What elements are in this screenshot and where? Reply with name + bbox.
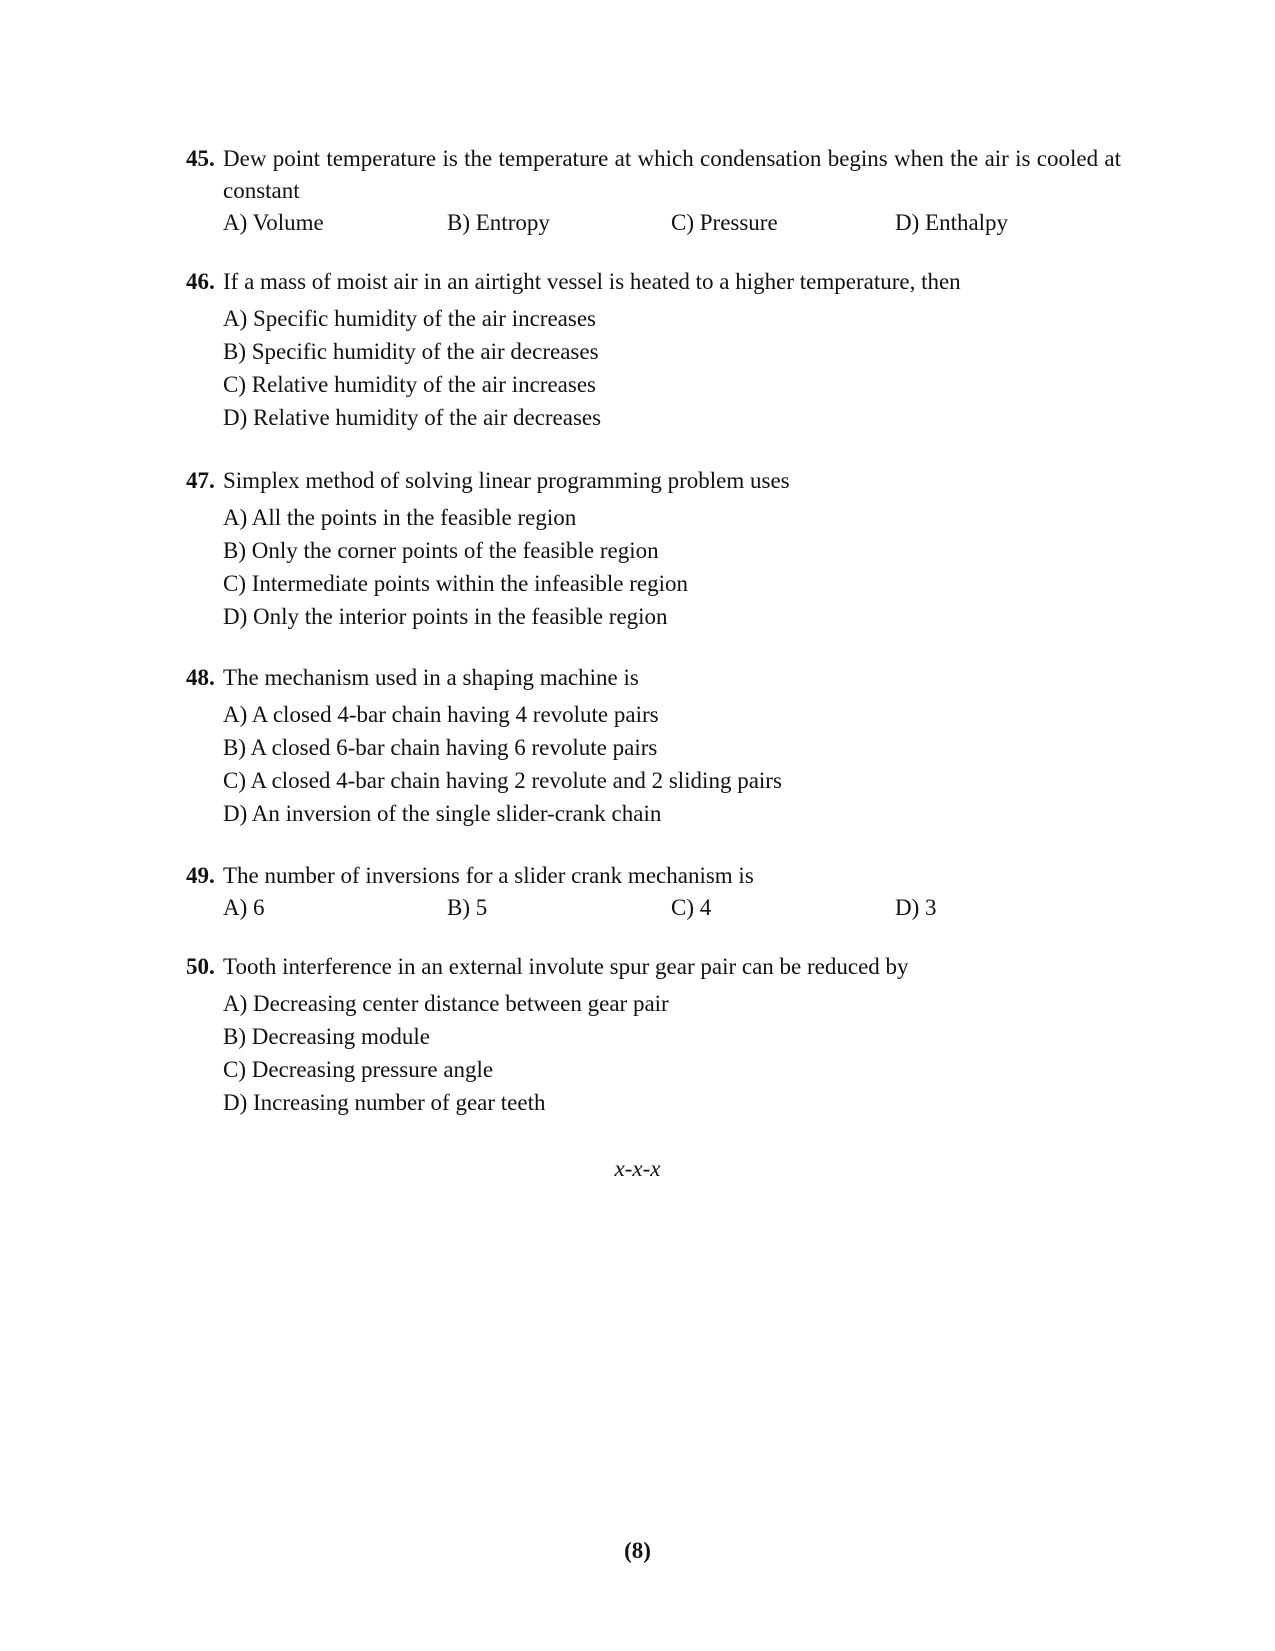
option-c: C) 4	[671, 895, 712, 920]
question-number: 50.	[186, 954, 215, 979]
option-d: D) Increasing number of gear teeth	[223, 1090, 546, 1115]
option-a: A) Volume	[223, 210, 324, 235]
option-b: B) Specific humidity of the air decreases	[223, 339, 599, 364]
question-stem	[186, 951, 1121, 983]
question-text: The number of inversions for a slider crank mechanism is	[223, 863, 754, 888]
question-stem	[186, 662, 1121, 694]
option-d: D) Enthalpy	[895, 210, 1009, 235]
question-text: If a mass of moist air in an airtight vessel is heated to a higher temperature, then	[223, 269, 961, 294]
question-48	[186, 662, 1121, 830]
question-47	[186, 465, 1121, 633]
question-number: 46.	[186, 269, 215, 294]
question-stem	[186, 465, 1121, 497]
options-list	[186, 302, 1121, 434]
option-b: B) 5	[447, 895, 488, 920]
option-c: C) Decreasing pressure angle	[223, 1057, 494, 1082]
question-stem	[186, 143, 1121, 207]
question-number: 45.	[186, 146, 215, 171]
option-c: C) A closed 4-bar chain having 2 revolute and 2 sliding pairs	[223, 768, 782, 793]
option-a: A) Decreasing center distance between gear pair	[223, 991, 669, 1016]
question-number: 47.	[186, 468, 215, 493]
page-number: (8)	[624, 1538, 651, 1563]
option-a: A) A closed 4-bar chain having 4 revolute pairs	[223, 702, 659, 727]
question-text: Simplex method of solving linear programming problem uses	[223, 468, 790, 493]
option-b: B) A closed 6-bar chain having 6 revolute pairs	[223, 735, 658, 760]
question-46	[186, 266, 1121, 434]
question-49	[186, 860, 1121, 924]
question-text: The mechanism used in a shaping machine is	[223, 665, 639, 690]
option-d: D) 3	[895, 895, 937, 920]
option-d: D) Relative humidity of the air decreases	[223, 405, 602, 430]
question-text: Tooth interference in an external involute spur gear pair can be reduced by	[223, 954, 909, 979]
question-stem	[186, 266, 1121, 298]
question-stem	[186, 860, 1121, 892]
option-d: D) Only the interior points in the feasible region	[223, 604, 668, 629]
option-c: C) Intermediate points within the infeasible region	[223, 571, 688, 596]
option-b: B) Entropy	[447, 210, 550, 235]
end-of-section-mark: x-x-x	[614, 1156, 661, 1181]
option-d: D) An inversion of the single slider-crank chain	[223, 801, 662, 826]
option-c: C) Relative humidity of the air increases	[223, 372, 596, 397]
option-a: A) 6	[223, 895, 265, 920]
option-b: B) Only the corner points of the feasible region	[223, 538, 659, 563]
options-list	[186, 501, 1121, 633]
option-c: C) Pressure	[671, 210, 778, 235]
question-50	[186, 951, 1121, 1119]
options-row	[186, 207, 1121, 239]
question-text: Dew point temperature is the temperature at which condensation begins when the air is cooled at constant	[223, 146, 1121, 203]
question-45	[186, 143, 1121, 239]
option-b: B) Decreasing module	[223, 1024, 430, 1049]
question-number: 48.	[186, 665, 215, 690]
options-row	[186, 892, 1121, 924]
options-list	[186, 987, 1121, 1119]
options-list	[186, 698, 1121, 830]
question-number: 49.	[186, 863, 215, 888]
option-a: A) All the points in the feasible region	[223, 505, 577, 530]
option-a: A) Specific humidity of the air increases	[223, 306, 596, 331]
